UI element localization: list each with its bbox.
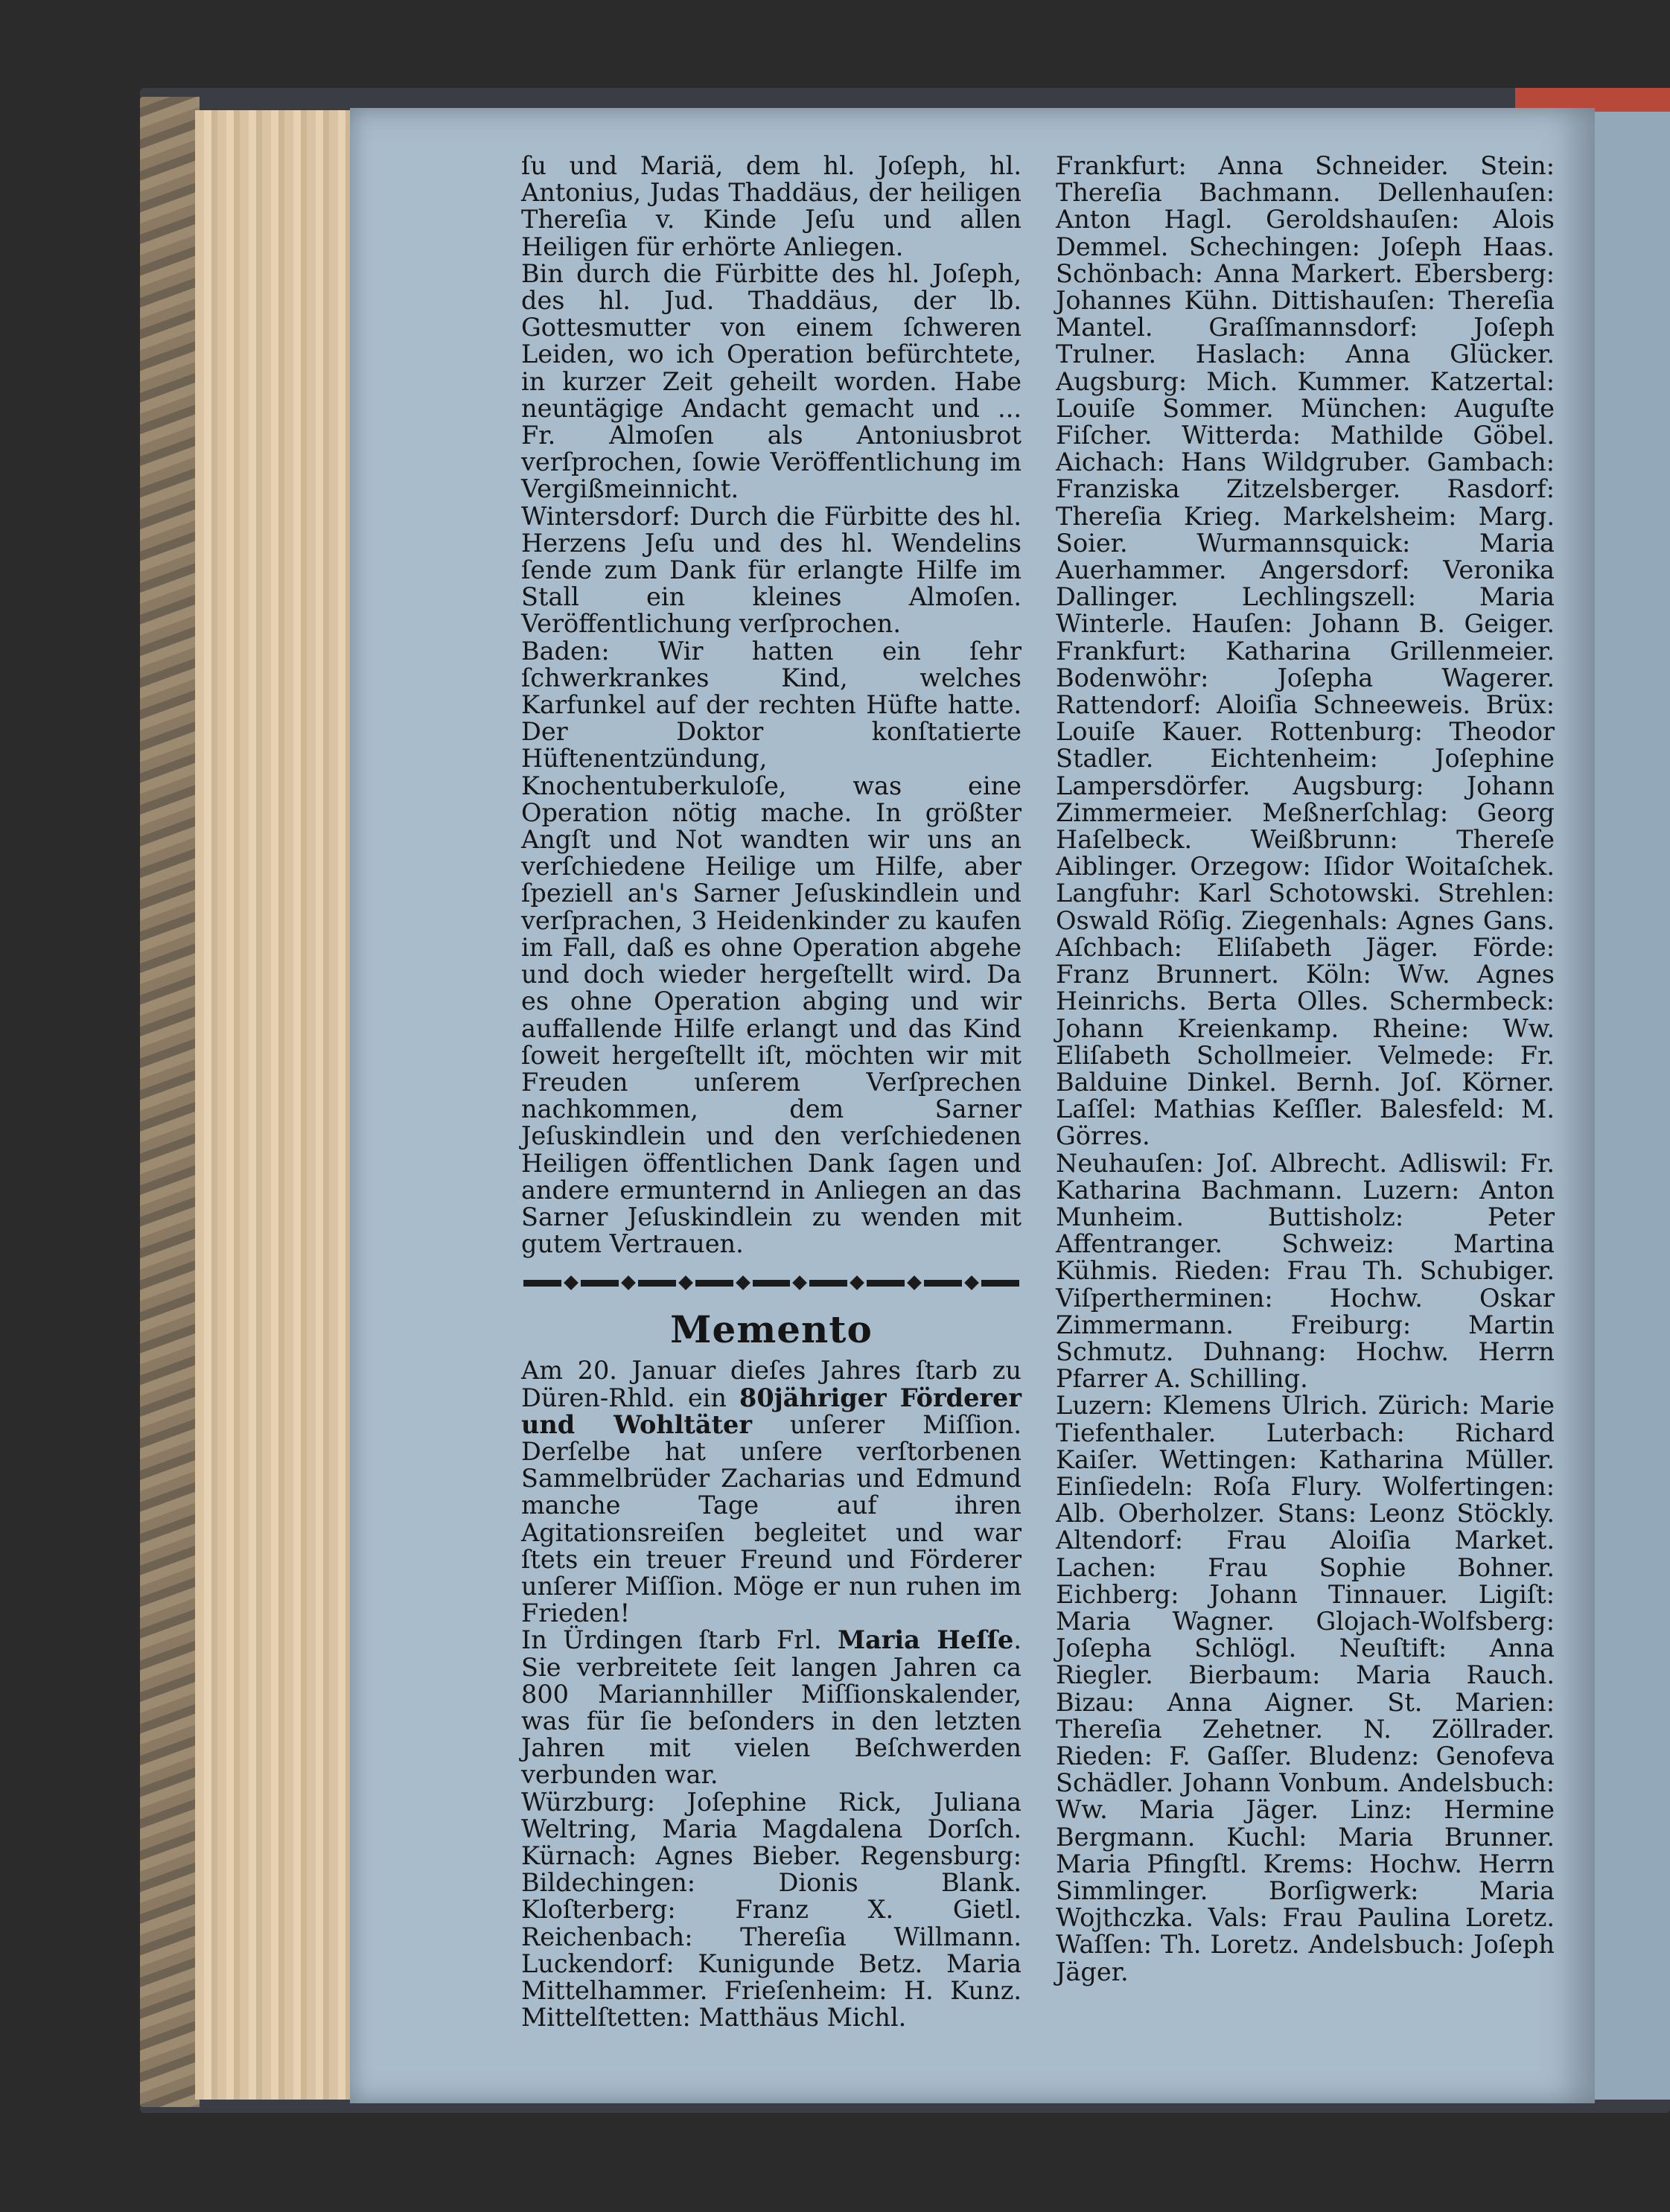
text-paragraph: Luzern: Klemens Ulrich. Zürich: Marie Tiefenthaler. Luterbach: Richard Kaiſer. Wettingen: Katharina Müller. Einſiedeln: Roſa Flury. Wolfertingen: Alb. Oberholzer. Stans: Leonz Stöckly. Altendorf: Frau Aloiſia Market. Lachen: Frau Sophie Bohner. Eichberg: Johann Tinnauer. Ligiſt: Maria Wagner. Glojach-Wolfsberg: Joſepha Schlögl. Neuſtift: Anna Riegler. Bierbaum: Maria Rauch. Bizau: Anna Aigner. St. Marien: Thereſia Zehetner. N. Zöllrader. Rieden: F. Gaſſer. Bludenz: Genofeva Schädler. Johann Vonbum. Andelsbuch: Ww. Maria Jäger. Linz: Hermine Bergmann. Kuchl: Maria Brunner. Maria Pfingſtl. Krems: Hochw. Herrn Simmlinger. Borſigwerk: Maria Wojthczka. Vals: Frau Paulina Loretz. Waſſen: Th. Loretz. Andelsbuch: Joſeph Jäger. xyxy=(1056,1391,1555,1986)
right-column xyxy=(1056,153,1555,1986)
section-heading: Memento xyxy=(670,1307,873,1352)
text-paragraph: Wintersdorf: Durch die Fürbitte des hl. Herzens Jeſu und des hl. Wendelins ſende zum Dank für erlangte Hilfe im Stall ein kleines Almoſen. Veröffentlichung verſprochen. xyxy=(521,501,1022,639)
text-paragraph: Neuhauſen: Joſ. Albrecht. Adliswil: Fr. Katharina Bachmann. Luzern: Anton Munheim. Buttisholz: Peter Affentranger. Schweiz: Martina Kühmis. Rieden: Frau Th. Schubiger. Viſpertherminen: Hochw. Oskar Zimmermann. Freiburg: Martin Schmutz. Duhnang: Hochw. Herrn Pfarrer A. Schilling. xyxy=(1056,1148,1555,1394)
page-edges xyxy=(195,110,359,2100)
text-paragraph: ſu und Mariä, dem hl. Joſeph, hl. Antonius, Judas Thaddäus, der heiligen Thereſia v. Kinde Jeſu und allen Heiligen für erhörte Anliegen. xyxy=(521,151,1022,261)
ornamental-divider xyxy=(521,1275,1022,1290)
memento-text: . Sie verbreitete ſeit langen Jahren ca 800 Mariannhiller Miſſionskalender, was für ſie beſonders in den letzten Jahren mit vielen Beſchwerden verbunden war. xyxy=(521,1625,1022,1790)
memento-paragraph xyxy=(521,1627,1022,1788)
facing-page-edge xyxy=(1595,112,1670,2100)
memento-bold-text: Maria Heſſe xyxy=(837,1625,1014,1655)
memento-text: Am 20. Januar dieſes Jahres ſtarb zu Düren-Rhld. ein xyxy=(521,1356,1022,1412)
memento-paragraph: Würzburg: Joſephine Rick, Juliana Weltring, Maria Magdalena Dorſch. Kürnach: Agnes Bieber. Regensburg: Bildechingen: Dionis Blank. Kloſterberg: Franz X. Gietl. Reichenbach: Thereſia Willmann. Luckendorf: Kunigunde Betz. Maria Mittelhammer. Frieſenheim: H. Kunz. Mittelſtetten: Matthäus Michl. xyxy=(521,1787,1022,2033)
left-column xyxy=(521,153,1022,2031)
memento-bold-text: 80jähriger Förderer und Wohltäter xyxy=(521,1383,1022,1439)
memento-paragraph xyxy=(521,1357,1022,1627)
memento-text: In Ürdingen ſtarb Frl. xyxy=(521,1625,838,1655)
text-paragraph: Baden: Wir hatten ein ſehr ſchwerkrankes Kind, welches Karfunkel auf der rechten Hüfte hatte. Der Doktor konſtatierte Hüftenentzündung, Knochentuberkuloſe, was eine Operation nötig mache. In größter Angſt und Not wandten wir uns an verſchiedene Heilige um Hilfe, aber ſpeziell an's Sarner Jeſuskindlein und verſprachen, 3 Heidenkinder zu kaufen im Fall, daß es ohne Operation abgehe und doch wieder hergeſtellt wird. Da es ohne Operation abging und wir auffallende Hilfe erlangt und das Kind ſoweit hergeſtellt iſt, möchten wir mit Freuden unſerem Verſprechen nachkommen, dem Sarner Jeſuskindlein und den verſchiedenen Heiligen öffentlichen Dank ſagen und andere ermunternd in Anliegen an das Sarner Jeſuskindlein zu wenden mit gutem Vertrauen. xyxy=(521,636,1022,1259)
memento-text: unſerer Miſſion. Derſelbe hat unſere verſtorbenen Sammelbrüder Zacharias und Edmund manche Tage auf ihren Agitationsreiſen begleitet und war ſtets ein treuer Freund und Förderer unſerer Miſſion. Möge er nun ruhen im Frieden! xyxy=(521,1409,1022,1628)
marbled-edge xyxy=(140,97,200,2107)
text-paragraph: Bin durch die Fürbitte des hl. Joſeph, des hl. Jud. Thaddäus, der lb. Gottesmutter von einem ſchweren Leiden, wo ich Operation befürchtete, in kurzer Zeit geheilt worden. Habe neuntägige Andacht gemacht und ... Fr. Almoſen als Antoniusbrot verſprochen, ſowie Veröffentlichung im Vergißmeinnicht. xyxy=(521,258,1022,504)
text-paragraph: Frankfurt: Anna Schneider. Stein: Thereſia Bachmann. Dellenhauſen: Anton Hagl. Geroldshauſen: Alois Demmel. Schechingen: Joſeph Haas. Schönbach: Anna Markert. Ebersberg: Johannes Kühn. Dittishauſen: Thereſia Mantel. Graſſmannsdorf: Joſeph Trulner. Haslach: Anna Glücker. Augsburg: Mich. Kummer. Katzertal: Louiſe Sommer. München: Auguſte Fiſcher. Witterda: Mathilde Göbel. Aichach: Hans Wildgruber. Gambach: Franziska Zitzelsberger. Rasdorf: Thereſia Krieg. Markelsheim: Marg. Soier. Wurmannsquick: Maria Auerhammer. Angersdorf: Veronika Dallinger. Lechlingszell: Maria Winterle. Hauſen: Johann B. Geiger. Frankfurt: Katharina Grillenmeier. Bodenwöhr: Joſepha Wagerer. Rattendorf: Aloiſia Schneeweis. Brüx: Louiſe Kauer. Rottenburg: Theodor Stadler. Eichtenheim: Joſephine Lampersdörfer. Augsburg: Johann Zimmermeier. Meßnerſchlag: Georg Haſelbeck. Weißbrunn: Thereſe Aiblinger. Orzegow: Iſidor Woitaſchek. Langfuhr: Karl Schotowski. Strehlen: Oswald Röſig. Ziegenhals: Agnes Gans. Aſchbach: Eliſabeth Jäger. Förde: Franz Brunnert. Köln: Ww. Agnes Heinrichs. Berta Olles. Schermbeck: Johann Kreienkamp. Rheine: Ww. Eliſabeth Schollmeier. Velmede: Fr. Balduine Dinkel. Bernh. Joſ. Körner. Laſſel: Mathias Keſſler. Balesfeld: M. Görres. xyxy=(1056,151,1555,1151)
